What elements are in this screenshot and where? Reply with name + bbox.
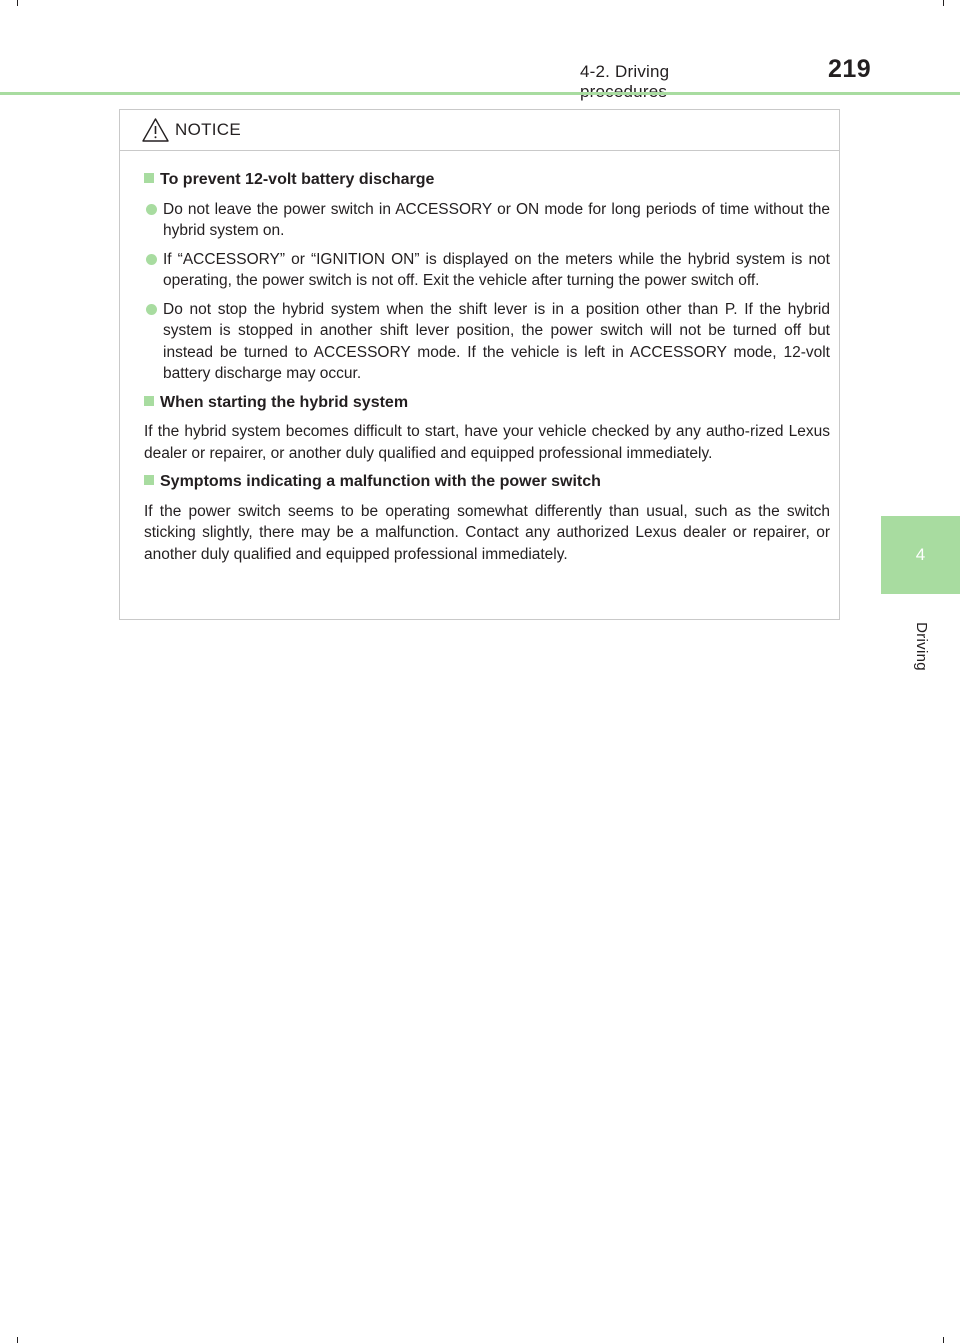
notice-header (120, 110, 839, 151)
list-item: Do not stop the hybrid system when the shift lever is in a position other than P. If the hybrid system is stopped in another shift lever position, the power switch will not be turned off but instead be turned to ACCESSORY mode. If the vehicle is left in ACCESSORY mode, 12-volt battery discharge may occur. (144, 299, 830, 385)
section-title: 4-2. Driving (580, 62, 670, 81)
notice-section (144, 392, 830, 465)
crop-mark-top-right (943, 0, 944, 6)
notice-body (120, 151, 839, 565)
square-bullet-icon (144, 396, 154, 406)
section-paragraph: If the power switch seems to be operating somewhat differently than usual, such as the switch sticking slightly, there may be a malfunction. Contact any authorized Lexus dealer or repairer, or another duly qualified and equipped professional immediately. (144, 502, 830, 563)
chapter-label-text: Driving (912, 621, 930, 671)
section-heading: When starting the hybrid system (144, 392, 830, 414)
notice-section (144, 471, 830, 565)
chapter-label (908, 606, 934, 686)
crop-mark-bottom-left (17, 1337, 18, 1343)
notice-title: NOTICE (175, 120, 242, 139)
chapter-number: 4 (915, 545, 926, 564)
section-heading: Symptoms indicating a malfunction with the power switch (144, 471, 830, 493)
square-bullet-icon (144, 475, 154, 485)
round-bullet-icon (146, 204, 157, 215)
section-paragraph: If the hybrid system becomes difficult to start, have your vehicle checked by any autho-rized Lexus dealer or repairer, or another duly qualified and equipped professional immediately. (144, 423, 830, 462)
page-number: 219 (828, 55, 872, 83)
list-item: If “ACCESSORY” or “IGNITION ON” is displayed on the meters while the hybrid system is not operating, the power switch is not off. Exit the vehicle after turning the power switch off. (144, 249, 830, 292)
notice-section (144, 169, 830, 385)
warning-triangle-icon (141, 117, 170, 143)
list-item: Do not leave the power switch in ACCESSORY or ON mode for long periods of time without the hybrid system on. (144, 199, 830, 242)
section-heading: To prevent 12-volt battery discharge (144, 169, 830, 191)
round-bullet-icon (146, 254, 157, 265)
square-bullet-icon (144, 173, 154, 183)
crop-mark-top-left (17, 0, 18, 6)
header-rule (0, 92, 960, 95)
notice-box (119, 109, 840, 620)
chapter-tab[interactable] (881, 516, 960, 594)
crop-mark-bottom-right (943, 1337, 944, 1343)
round-bullet-icon (146, 304, 157, 315)
